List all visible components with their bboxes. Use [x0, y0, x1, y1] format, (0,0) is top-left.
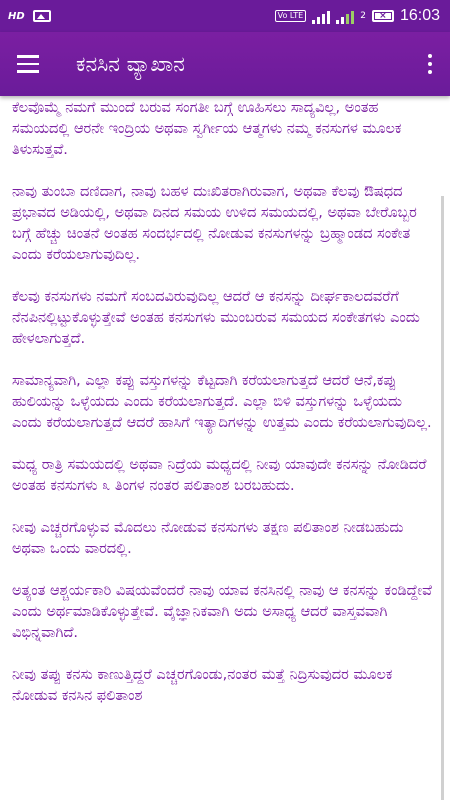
- battery-icon: ×: [372, 10, 394, 22]
- paragraph: ನೀವು ಎಚ್ಚರಗೊಳ್ಳುವ ಮೊದಲು ನೋಡುವ ಕನಸುಗಳು ತಕ್ಷಣ ಪಲಿತಾಂಶ ನೀಡಬಹುದು ಅಥವಾ ಒಂದು ವಾರದಲ್ಲಿ.: [12, 520, 404, 557]
- scrollbar[interactable]: [441, 196, 444, 800]
- paragraph: ಸಾಮಾನ್ಯವಾಗಿ, ಎಲ್ಲಾ ಕಪ್ಪು ವಸ್ತುಗಳನ್ನು ಕೆಟ್ಟದಾಗಿ ಕರೆಯಲಾಗುತ್ತದೆ ಆದರೆ ಆನೆ,ಕಪ್ಪು ಹುಲಿಯನ್ನು ಒಳ್ಳೆಯದು ಎಂದು ಕರೆಯಲಾಗುತ್ತದೆ. ಎಲ್ಲಾ ಬಿಳಿ ವಸ್ತುಗಳನ್ನು ಒಳ್ಳೆಯದು ಎಂದು ಕರೆಯಲಾಗುತ್ತದೆ ಆದರೆ ಹಾಸಿಗೆ ಇತ್ಯಾದಿಗಳನ್ನು ಉತ್ತಮ ಎಂದು ಕರೆಯಲಾಗುವುದಿಲ್ಲ.: [12, 373, 432, 431]
- image-icon: [33, 10, 51, 22]
- hd-indicator: HD: [8, 10, 25, 22]
- article-content[interactable]: [0, 96, 450, 800]
- paragraph: ಮಧ್ಯ ರಾತ್ರಿ ಸಮಯದಲ್ಲಿ ಅಥವಾ ನಿದ್ರೆಯ ಮಧ್ಯದಲ್ಲಿ ನೀವು ಯಾವುದೇ ಕನಸನ್ನು ನೋಡಿದರೆ ಅಂತಹ ಕನಸುಗಳು ೩ ತಿಂಗಳ ನಂತರ ಪಲಿತಾಂಶ ಬರಬಹುದು.: [12, 457, 427, 494]
- paragraph: ನೀವು ತಪ್ಪು ಕನಸು ಕಾಣುತ್ತಿದ್ದರೆ ಎಚ್ಚರಗೊಂಡು,ನಂತರ ಮತ್ತೆ ನಿದ್ರಿಸುವುದರ ಮೂಲಕ ನೋಡುವ ಕನಸಿನ ಫಲಿತಾಂಶ: [12, 667, 393, 704]
- app-bar: [0, 32, 450, 96]
- hamburger-menu-icon[interactable]: [0, 32, 56, 96]
- paragraph: ನಾವು ತುಂಬಾ ದಣಿದಾಗ, ನಾವು ಬಹಳ ದುಃಖಿತರಾಗಿರುವಾಗ, ಅಥವಾ ಕೆಲವು ಔಷಧದ ಪ್ರಭಾವದ ಅಡಿಯಲ್ಲಿ, ಅಥವಾ ದಿನದ ಸಮಯ ಉಳಿದ ಸಮಯದಲ್ಲಿ, ಅಥವಾ ಬೇರೊಬ್ಬರ ಬಗ್ಗೆ ಹೆಚ್ಚು ಚಿಂತನೆ ಅಂತಹ ಸಂದರ್ಭದಲ್ಲಿ ನೋಡುವ ಕನಸುಗಳನ್ನು ಬ್ರಹ್ಮಾಂಡದ ಸಂಕೇತ ಎಂದು ಕರೆಯಲಾಗುವುದಿಲ್ಲ.: [12, 184, 417, 263]
- page-title: ಕನಸಿನ ವ್ಯಾಖಾನ: [76, 51, 185, 76]
- paragraph: ಕೆಲವೊಮ್ಮೆ ನಮಗೆ ಮುಂದೆ ಬರುವ ಸಂಗತೀ ಬಗ್ಗೆ ಊಹಿಸಲು ಸಾದ್ಯವಿಲ್ಲ, ಅಂತಹ ಸಮಯದಲ್ಲಿ ಆರನೇ ಇಂದ್ರಿಯ ಅಥವಾ ಸ್ವರ್ಗೀಯ ಆತ್ಮಗಳು ನಮ್ಮ ಕನಸುಗಳ ಮೂಲಕ ತಿಳುಸುತ್ತವೆ.: [12, 100, 402, 158]
- signal-icon: [336, 8, 354, 24]
- network-badge: 2: [360, 11, 366, 21]
- status-bar: [0, 0, 450, 32]
- clock: 16:03: [399, 7, 440, 24]
- paragraph: ಕೆಲವು ಕನಸುಗಳು ನಮಗೆ ಸಂಬದವಿರುವುದಿಲ್ಲ ಆದರೆ ಆ ಕನಸನ್ನು ದೀರ್ಘಕಾಲದವರೆಗೆ ನೆನಪಿನಲ್ಲಿಟ್ಟುಕೊಳ್ಳುತ್ತೇವೆ ಅಂತಹ ಕನಸುಗಳು ಮುಂಬರುವ ಸಮಯದ ಸಂಕೇತಗಳು ಎಂದು ಹೇಳಲಾಗುತ್ತದೆ.: [12, 289, 420, 347]
- signal-icon: [312, 8, 330, 24]
- more-vert-icon[interactable]: [410, 32, 450, 96]
- paragraph: ಅತ್ಯಂತ ಆಶ್ಚರ್ಯಕಾರಿ ವಿಷಯವೆಂದರೆ ನಾವು ಯಾವ ಕನಸಿನಲ್ಲಿ ನಾವು ಆ ಕನಸನ್ನು ಕಂಡಿದ್ದೇವೆ ಎಂದು ಅರ್ಥಮಾಡಿಕೊಳ್ಳುತ್ತೇವೆ. ವೈಜ್ಞಾನಿಕವಾಗಿ ಅದು ಅಸಾಧ್ಯ ಆದರೆ ವಾಸ್ತವವಾಗಿ ವಿಭಿನ್ನವಾಗಿದೆ.: [12, 583, 432, 641]
- volte-indicator: Vo LTE: [275, 10, 307, 22]
